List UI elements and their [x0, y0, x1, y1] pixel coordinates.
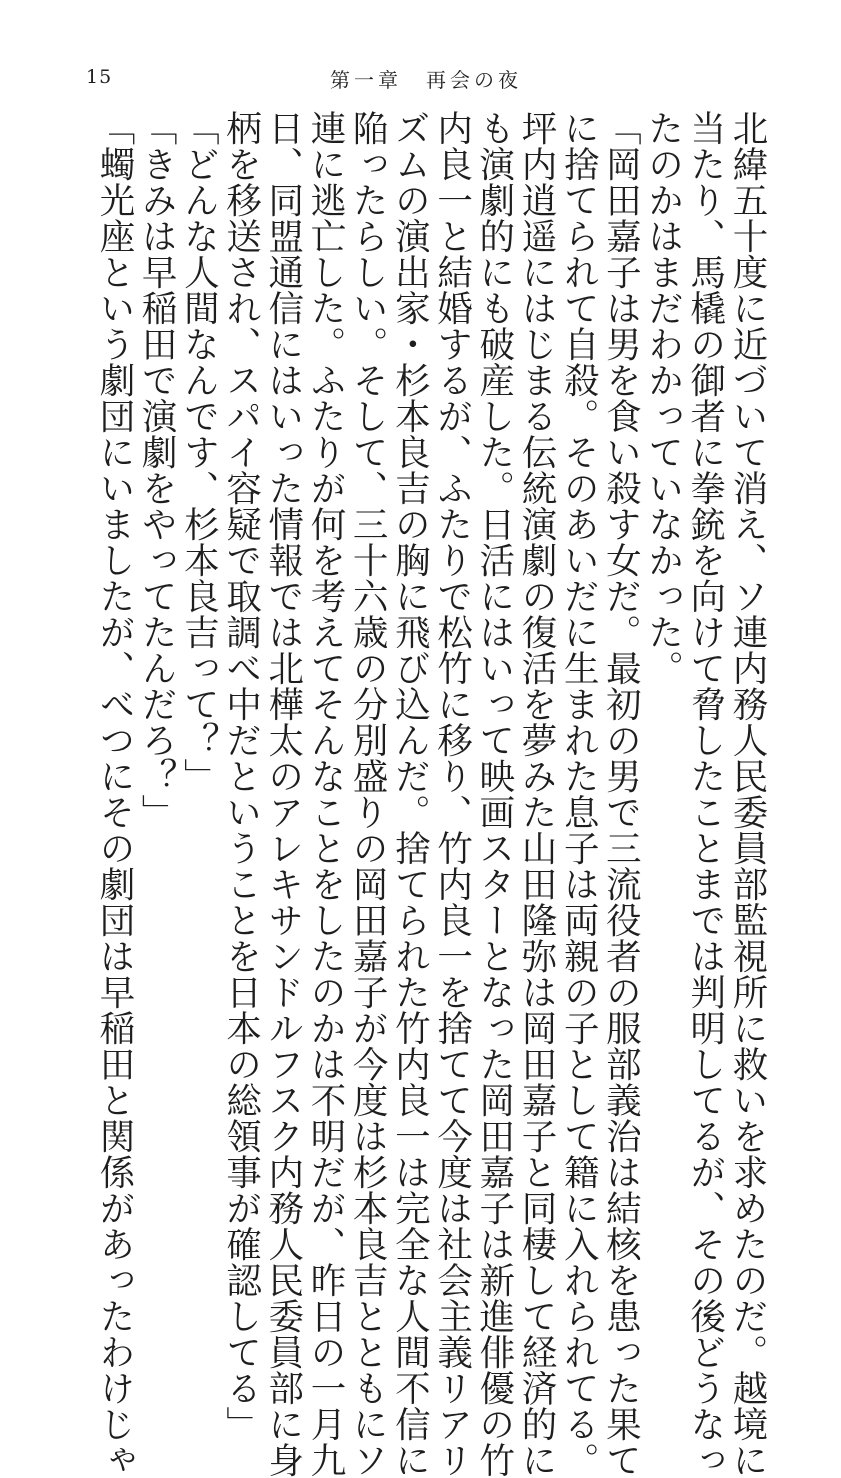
text-line: 「きみは早稲田で演劇をやってたんだろ？」	[136, 110, 178, 830]
text-line: 柄を移送され、スパイ容疑で取調べ中だということを日本の総領事が確認してる」	[220, 110, 262, 1442]
text-line: 「岡田嘉子は男を食い殺す女だ。最初の男で三流役者の服部義治は結核を患った果て	[600, 110, 642, 1478]
text-line: 当たり、馬橇の御者に拳銃を向けて脅したことまでは判明してるが、その後どうなっ	[684, 110, 726, 1478]
text-line: 北緯五十度に近づいて消え、ソ連内務人民委員部監視所に救いを求めたのだ。越境に	[727, 110, 768, 1478]
running-head: 第一章 再会の夜	[330, 68, 522, 92]
text-line: 内良一と結婚するが、ふたりで松竹に移り、竹内良一を捨てて今度は社会主義リアリ	[431, 110, 473, 1478]
text-line: 連に逃亡した。ふたりが何を考えてそんなことをしたのかは不明だが、昨日の一月九	[304, 110, 346, 1478]
text-line: に捨てられて自殺。そのあいだに生まれた息子は両親の子として籍に入れられてる。	[558, 110, 600, 1478]
text-line: 「蠋光座という劇団にいましたが、べつにその劇団は早稲田と関係があったわけじゃ	[93, 110, 135, 1478]
text-line: 「どんな人間なんです、杉本良吉って？」	[178, 110, 220, 794]
text-line: 日、同盟通信にはいった情報では北樺太のアレキサンドルフスク内務人民委員部に身	[262, 110, 304, 1478]
text-line: ズムの演出家・杉本良吉の胸に飛び込んだ。捨てられた竹内良一は完全な人間不信に	[389, 110, 431, 1478]
text-line: たのかはまだわかっていなかった。	[642, 110, 684, 686]
text-line: 陥ったらしい。そして、三十六歳の分別盛りの岡田嘉子が今度は杉本良吉とともにソ	[347, 110, 389, 1478]
vertical-text-body	[93, 110, 768, 1478]
text-line: も演劇的にも破産した。日活にはいって映画スターとなった岡田嘉子は新進俳優の竹	[473, 110, 515, 1478]
text-line: 坪内逍遥にはじまる伝統演劇の復活を夢みた山田隆弥は岡田嘉子と同棲して経済的に	[515, 110, 557, 1478]
page-number: 15	[86, 66, 113, 88]
